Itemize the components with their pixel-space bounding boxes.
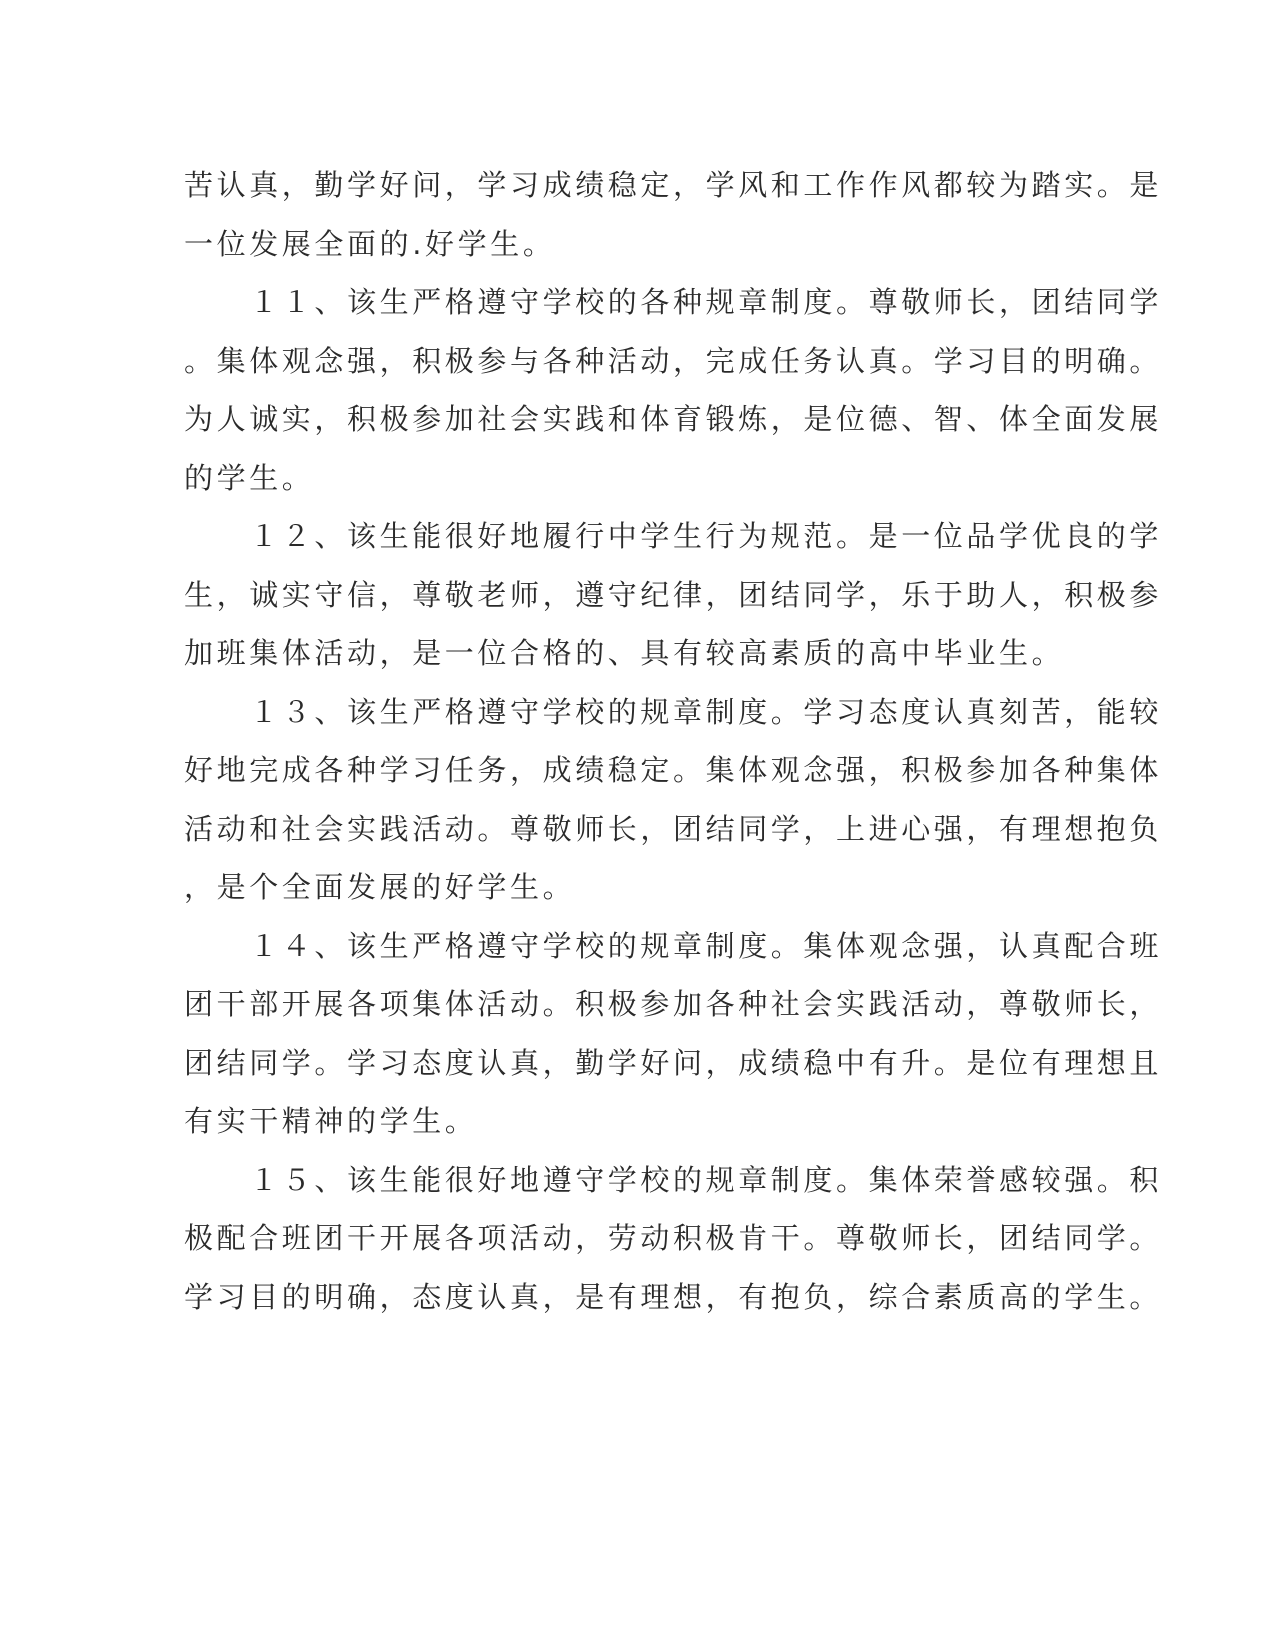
document-body: [184, 156, 1163, 1326]
text-line: 。集体观念强，积极参与各种活动，完成任务认真。学习目的明确。: [184, 343, 1163, 378]
text-line: 一位发展全面的.好学生。: [184, 226, 556, 261]
text-line: １５、该生能很好地遵守学校的规章制度。集体荣誉感较强。积: [184, 1162, 1163, 1197]
text-line: 有实干精神的学生。: [184, 1104, 478, 1138]
text-line: 加班集体活动，是一位合格的、具有较高素质的高中毕业生。: [184, 636, 1065, 670]
text-line: 的学生。: [184, 460, 315, 495]
text-line: 为人诚实，积极参加社会实践和体育锻炼，是位德、智、体全面发展: [184, 402, 1163, 436]
text-line: 活动和社会实践活动。尊敬师长，团结同学，上进心强，有理想抱负: [184, 811, 1163, 846]
text-line: 好地完成各种学习任务，成绩稳定。集体观念强，积极参加各种集体: [184, 753, 1163, 787]
text-line: １４、该生严格遵守学校的规章制度。集体观念强，认真配合班: [184, 928, 1163, 963]
text-line: 学习目的明确，态度认真，是有理想，有抱负，综合素质高的学生。: [184, 1279, 1163, 1314]
text-line: 团干部开展各项集体活动。积极参加各种社会实践活动，尊敬师长，: [184, 987, 1163, 1021]
text-line: 团结同学。学习态度认真，勤学好问，成绩稳中有升。是位有理想且: [184, 1045, 1163, 1080]
text-line: １２、该生能很好地履行中学生行为规范。是一位品学优良的学: [184, 519, 1163, 553]
text-line: 极配合班团干开展各项活动，劳动积极肯干。尊敬师长，团结同学。: [184, 1221, 1163, 1255]
text-line: １１、该生严格遵守学校的各种规章制度。尊敬师长，团结同学: [184, 285, 1163, 319]
text-line: ，是个全面发展的好学生。: [184, 870, 576, 904]
text-line: 苦认真，勤学好问，学习成绩稳定，学风和工作作风都较为踏实。是: [184, 168, 1163, 202]
text-line: １３、该生严格遵守学校的规章制度。学习态度认真刻苦，能较: [184, 694, 1163, 729]
text-line: 生，诚实守信，尊敬老师，遵守纪律，团结同学，乐于助人，积极参: [184, 577, 1163, 612]
